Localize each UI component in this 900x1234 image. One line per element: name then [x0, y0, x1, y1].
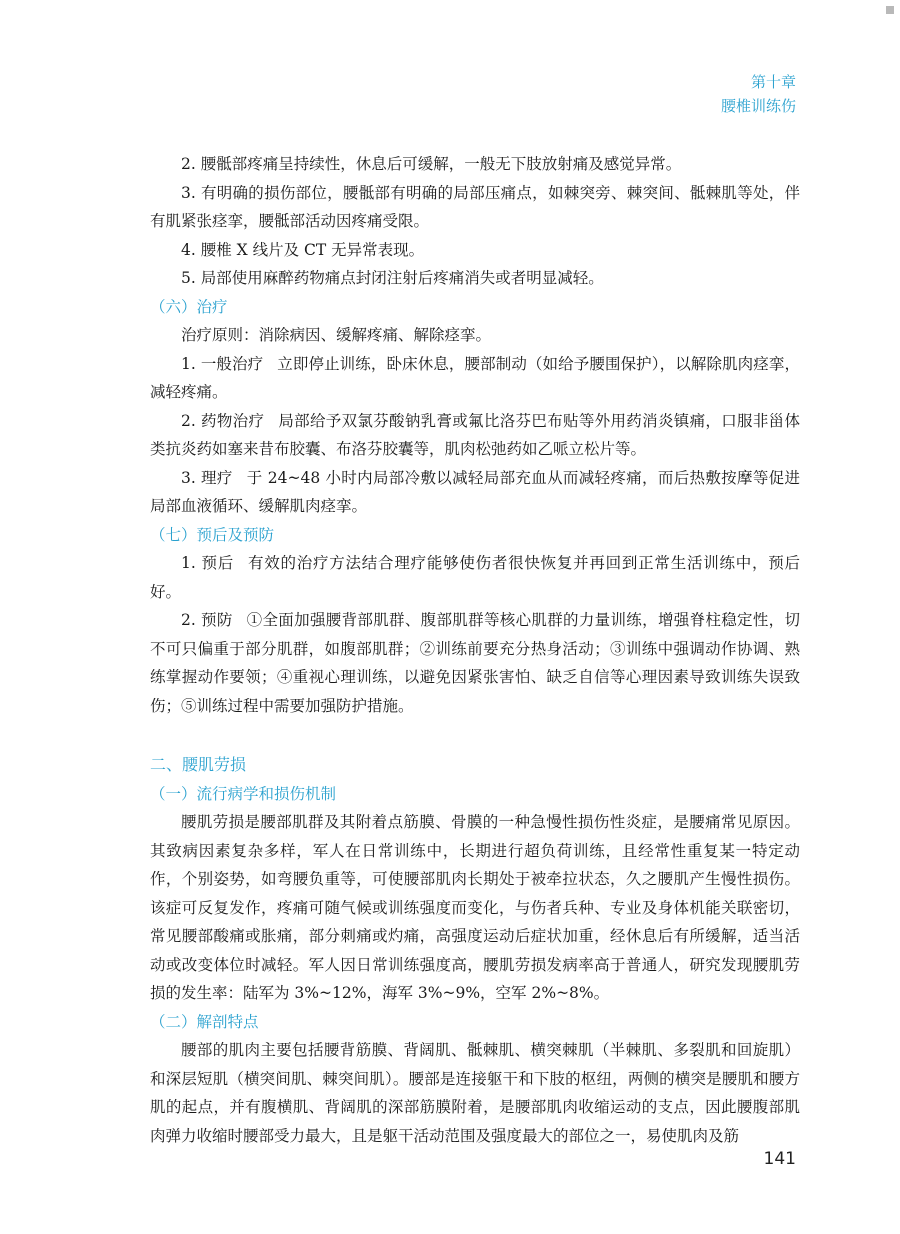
diagnosis-item-2: 2. 腰骶部疼痛呈持续性，休息后可缓解，一般无下肢放射痛及感觉异常。: [181, 155, 682, 173]
treatment-general-text: 立即停止训练，卧床休息，腰部制动（如给予腰围保护），以解除肌肉痉挛，减轻疼痛。: [150, 354, 800, 401]
treatment-drug: [150, 407, 800, 464]
anatomy-heading: （二）解剖特点: [150, 1012, 259, 1031]
prognosis-heading: （七）预后及预防: [150, 525, 275, 544]
page-number: 141: [763, 1149, 796, 1169]
treatment-general-lead: 1. 一般治疗: [181, 354, 264, 373]
prognosis-lead: 1. 预后: [181, 554, 234, 572]
treatment-physio-text: 于 24~48 小时内局部冷敷以减轻局部充血从而减轻疼痛，而后热敷按摩等促进局部血液循环、缓解肌肉痉挛。: [150, 468, 800, 515]
treatment-heading: （六）治疗: [150, 297, 228, 316]
prevention-paragraph: [150, 606, 800, 720]
prognosis-paragraph: [150, 549, 800, 606]
chapter-number: 第十章: [750, 73, 796, 91]
chapter-title: 腰椎训练伤: [720, 97, 796, 115]
treatment-physio-lead: 3. 理疗: [181, 468, 233, 487]
prevention-text: ①全面加强腰背部肌群、腹部肌群等核心肌群的力量训练，增强脊柱稳定性，切不可只偏重于部分肌群，如腹部肌群；②训练前要充分热身活动；③训练中强调动作协调、熟练掌握动作要领；④重视心理训练，以避免因紧张害怕、缺乏自信等心理因素导致训练失误致伤；⑤训练过程中需要加强防护措施。: [150, 611, 800, 715]
corner-mark: [886, 6, 894, 14]
treatment-drug-text: 局部给予双氯芬酸钠乳膏或氟比洛芬巴布贴等外用药消炎镇痛，口服非甾体类抗炎药如塞来昔布胶囊、布洛芬胶囊等，肌肉松弛药如乙哌立松片等。: [150, 411, 800, 458]
epidemiology-heading: （一）流行病学和损伤机制: [150, 784, 337, 803]
prevention-lead: 2. 预防: [181, 611, 233, 629]
diagnosis-item-4: 4. 腰椎 X 线片及 CT 无异常表现。: [181, 240, 425, 259]
treatment-physio: [150, 464, 800, 521]
treatment-drug-lead: 2. 药物治疗: [181, 411, 265, 430]
treatment-principle: 治疗原则：消除病因、缓解疼痛、解除痉挛。: [181, 326, 492, 344]
running-head: [721, 70, 796, 118]
prognosis-text: 有效的治疗方法结合理疗能够使伤者很快恢复并再回到正常生活训练中，预后好。: [150, 554, 800, 601]
epidemiology-paragraph: 腰肌劳损是腰部肌群及其附着点筋膜、骨膜的一种急慢性损伤性炎症，是腰痛常见原因。其致病因素复杂多样，军人在日常训练中，长期进行超负荷训练，且经常性重复某一特定动作，个别姿势，如弯腰负重等，可使腰部肌肉长期处于被牵拉状态，久之腰肌产生慢性损伤。该症可反复发作，疼痛可随气候或训练强度而变化，与伤者兵种、专业及身体机能关联密切，常见腰部酸痛或胀痛，部分刺痛或灼痛，高强度运动后症状加重，经休息后有所缓解，适当活动或改变体位时减轻。军人因日常训练强度高，腰肌劳损发病率高于普通人，研究发现腰肌劳损的发生率：陆军为 3%~12%，海军 3%~9%，空军 2%~8%。: [150, 813, 800, 1002]
diagnosis-item-3: 3. 有明确的损伤部位，腰骶部有明确的局部压痛点，如棘突旁、棘突间、骶棘肌等处，伴有肌紧张痉挛，腰骶部活动因疼痛受限。: [150, 183, 800, 230]
lumbar-strain-heading: 二、腰肌劳损: [150, 755, 247, 774]
anatomy-paragraph: 腰部的肌肉主要包括腰背筋膜、背阔肌、骶棘肌、横突棘肌（半棘肌、多裂肌和回旋肌）和深层短肌（横突间肌、棘突间肌）。腰部是连接躯干和下肢的枢纽，两侧的横突是腰肌和腰方肌的起点，并有腹横肌、背阔肌的深部筋膜附着，是腰部肌肉收缩运动的支点，因此腰腹部肌肉弹力收缩时腰部受力最大，且是躯干活动范围及强度最大的部位之一，易使肌肉及筋: [150, 1041, 800, 1145]
page-body: [150, 150, 800, 1150]
treatment-general: [150, 350, 800, 407]
diagnosis-item-5: 5. 局部使用麻醉药物痛点封闭注射后疼痛消失或者明显减轻。: [181, 269, 604, 287]
